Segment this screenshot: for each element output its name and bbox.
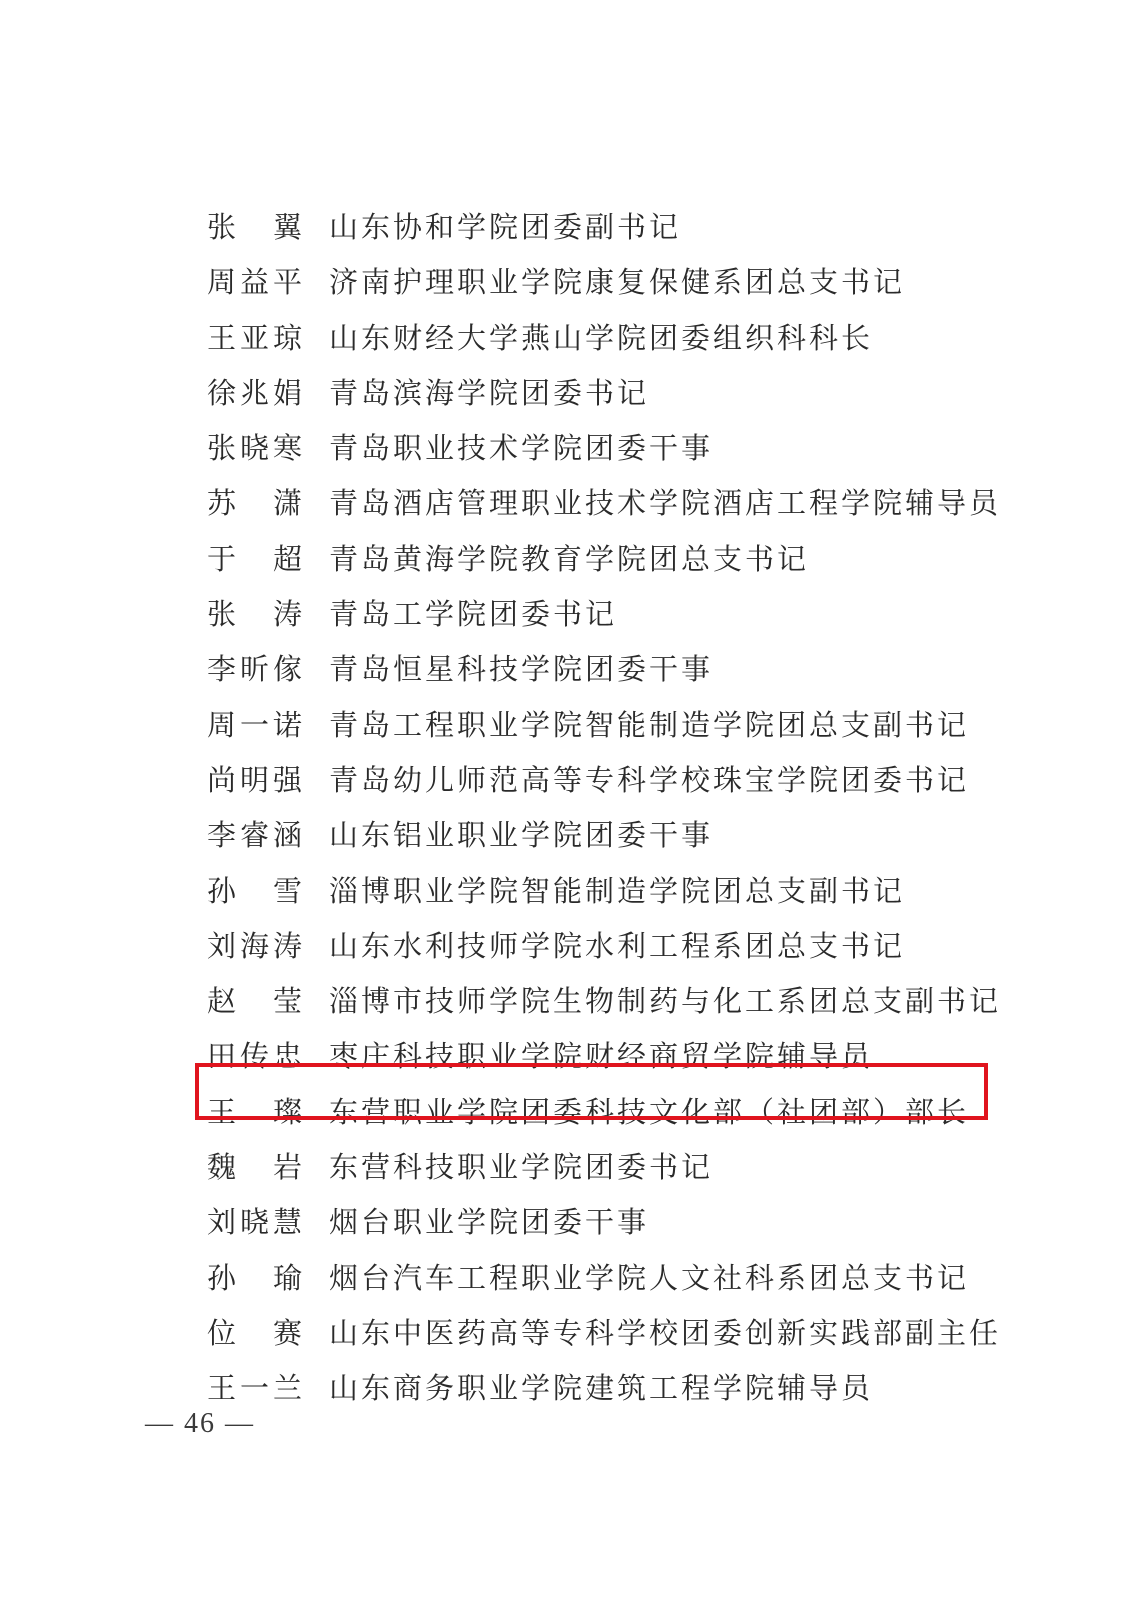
name-char: 娟 xyxy=(272,375,302,410)
person-name xyxy=(207,368,302,418)
name-char: 涵 xyxy=(272,818,302,853)
name-char: 傢 xyxy=(272,652,302,687)
name-char: 王 xyxy=(207,1371,237,1406)
name-char: 涛 xyxy=(272,928,302,963)
person-name xyxy=(207,534,302,584)
name-char: 魏 xyxy=(207,1150,237,1185)
person-name xyxy=(207,1197,302,1247)
name-char: 王 xyxy=(207,320,237,355)
position-title: 青岛酒店管理职业技术学院酒店工程学院辅导员 xyxy=(329,486,1002,521)
person-name xyxy=(207,1142,302,1192)
name-char: 赛 xyxy=(272,1315,302,1350)
name-char: 寒 xyxy=(272,431,302,466)
name-char: 田 xyxy=(207,1039,237,1074)
position-title: 山东协和学院团委副书记 xyxy=(329,210,682,244)
position-title: 山东中医药高等专科学校团委创新实践部副主任 xyxy=(329,1315,1002,1350)
name-char: 强 xyxy=(272,762,302,797)
list-item xyxy=(207,921,987,976)
person-name xyxy=(207,423,302,473)
name-char: 益 xyxy=(239,265,269,300)
position-title: 青岛黄海学院教育学院团总支书记 xyxy=(329,541,810,576)
person-name xyxy=(207,1308,302,1358)
list-item xyxy=(207,1197,987,1252)
name-char: 琼 xyxy=(272,320,302,355)
position-title: 淄博职业学院智能制造学院团总支副书记 xyxy=(329,873,906,908)
position-title: 东营科技职业学院团委书记 xyxy=(329,1150,714,1185)
name-char: 周 xyxy=(207,265,237,300)
name-char: 慧 xyxy=(272,1205,302,1240)
person-name xyxy=(207,589,302,639)
name-char: 兰 xyxy=(272,1371,302,1406)
list-item xyxy=(207,1142,987,1197)
name-char: 平 xyxy=(272,265,302,300)
list-item xyxy=(207,1253,987,1308)
position-title: 山东水利技师学院水利工程系团总支书记 xyxy=(329,928,906,963)
list-item xyxy=(207,976,1002,1031)
list-item xyxy=(207,866,987,921)
name-char: 岩 xyxy=(272,1150,302,1185)
page-number: — 46 — xyxy=(145,1408,255,1439)
person-name xyxy=(207,478,302,528)
name-char: 诺 xyxy=(272,707,302,742)
name-char: 雪 xyxy=(272,873,302,908)
list-item xyxy=(207,478,1002,533)
position-title: 淄博市技师学院生物制药与化工系团总支副书记 xyxy=(329,984,1002,1019)
position-title: 山东铝业职业学院团委干事 xyxy=(329,818,714,853)
name-char: 李 xyxy=(207,652,237,687)
position-title: 青岛幼儿师范高等专科学校珠宝学院团委书记 xyxy=(329,762,970,797)
name-char: 海 xyxy=(239,928,269,963)
name-char: 尚 xyxy=(207,762,237,797)
name-char: 张 xyxy=(207,210,237,244)
name-char: 瑜 xyxy=(272,1260,302,1295)
name-char: 苏 xyxy=(207,486,237,521)
name-char: 睿 xyxy=(239,818,269,853)
name-char: 亚 xyxy=(239,320,269,355)
person-name xyxy=(207,202,302,252)
person-name xyxy=(207,1363,302,1413)
name-char: 刘 xyxy=(207,928,237,963)
list-item xyxy=(207,755,987,810)
name-char: 涛 xyxy=(272,597,302,632)
person-name xyxy=(207,866,302,916)
name-char: 翼 xyxy=(272,210,302,244)
position-title: 东营职业学院团委科技文化部（社团部）部长 xyxy=(329,1094,970,1129)
name-char: 孙 xyxy=(207,873,237,908)
position-title: 山东商务职业学院建筑工程学院辅导员 xyxy=(329,1371,874,1406)
list-item xyxy=(207,202,987,257)
position-title: 山东财经大学燕山学院团委组织科科长 xyxy=(329,320,874,355)
name-char: 潇 xyxy=(272,486,302,521)
name-char: 一 xyxy=(239,707,269,742)
name-char: 昕 xyxy=(239,652,269,687)
name-list xyxy=(207,202,1002,1419)
list-item xyxy=(207,368,987,423)
position-title: 青岛职业技术学院团委干事 xyxy=(329,431,714,466)
name-char: 刘 xyxy=(207,1205,237,1240)
person-name xyxy=(207,257,302,307)
name-char: 晓 xyxy=(239,431,269,466)
name-char: 位 xyxy=(207,1315,237,1350)
name-char: 忠 xyxy=(272,1039,302,1074)
position-title: 烟台汽车工程职业学院人文社科系团总支书记 xyxy=(329,1260,970,1295)
name-char: 晓 xyxy=(239,1205,269,1240)
name-char: 张 xyxy=(207,431,237,466)
position-title: 济南护理职业学院康复保健系团总支书记 xyxy=(329,265,906,300)
name-char: 一 xyxy=(239,1371,269,1406)
name-char: 王 xyxy=(207,1094,237,1129)
person-name xyxy=(207,810,302,860)
list-item xyxy=(207,810,987,865)
list-item xyxy=(207,534,987,589)
name-char: 莹 xyxy=(272,984,302,1019)
person-name xyxy=(207,1253,302,1303)
list-item xyxy=(207,589,987,644)
person-name xyxy=(207,700,302,750)
name-char: 明 xyxy=(239,762,269,797)
list-item xyxy=(207,1363,987,1418)
person-name xyxy=(207,644,302,694)
name-char: 于 xyxy=(207,541,237,576)
person-name xyxy=(207,755,302,805)
position-title: 枣庄科技职业学院财经商贸学院辅导员 xyxy=(329,1039,874,1074)
name-char: 张 xyxy=(207,597,237,632)
name-char: 璨 xyxy=(272,1094,302,1129)
position-title: 青岛工学院团委书记 xyxy=(329,597,618,632)
position-title: 烟台职业学院团委干事 xyxy=(329,1205,650,1240)
list-item xyxy=(207,313,987,368)
list-item xyxy=(207,257,987,312)
name-char: 周 xyxy=(207,707,237,742)
name-char: 传 xyxy=(239,1039,269,1074)
list-item xyxy=(207,700,987,755)
name-char: 徐 xyxy=(207,375,237,410)
name-char: 李 xyxy=(207,818,237,853)
position-title: 青岛恒星科技学院团委干事 xyxy=(329,652,714,687)
position-title: 青岛工程职业学院智能制造学院团总支副书记 xyxy=(329,707,970,742)
list-item xyxy=(207,423,987,478)
position-title: 青岛滨海学院团委书记 xyxy=(329,375,650,410)
person-name xyxy=(207,313,302,363)
name-char: 赵 xyxy=(207,984,237,1019)
name-char: 孙 xyxy=(207,1260,237,1295)
list-item xyxy=(207,1308,1002,1363)
person-name xyxy=(207,976,302,1026)
list-item xyxy=(207,644,987,699)
person-name xyxy=(207,921,302,971)
name-char: 兆 xyxy=(239,375,269,410)
highlight-box xyxy=(195,1063,988,1120)
name-char: 超 xyxy=(272,541,302,576)
